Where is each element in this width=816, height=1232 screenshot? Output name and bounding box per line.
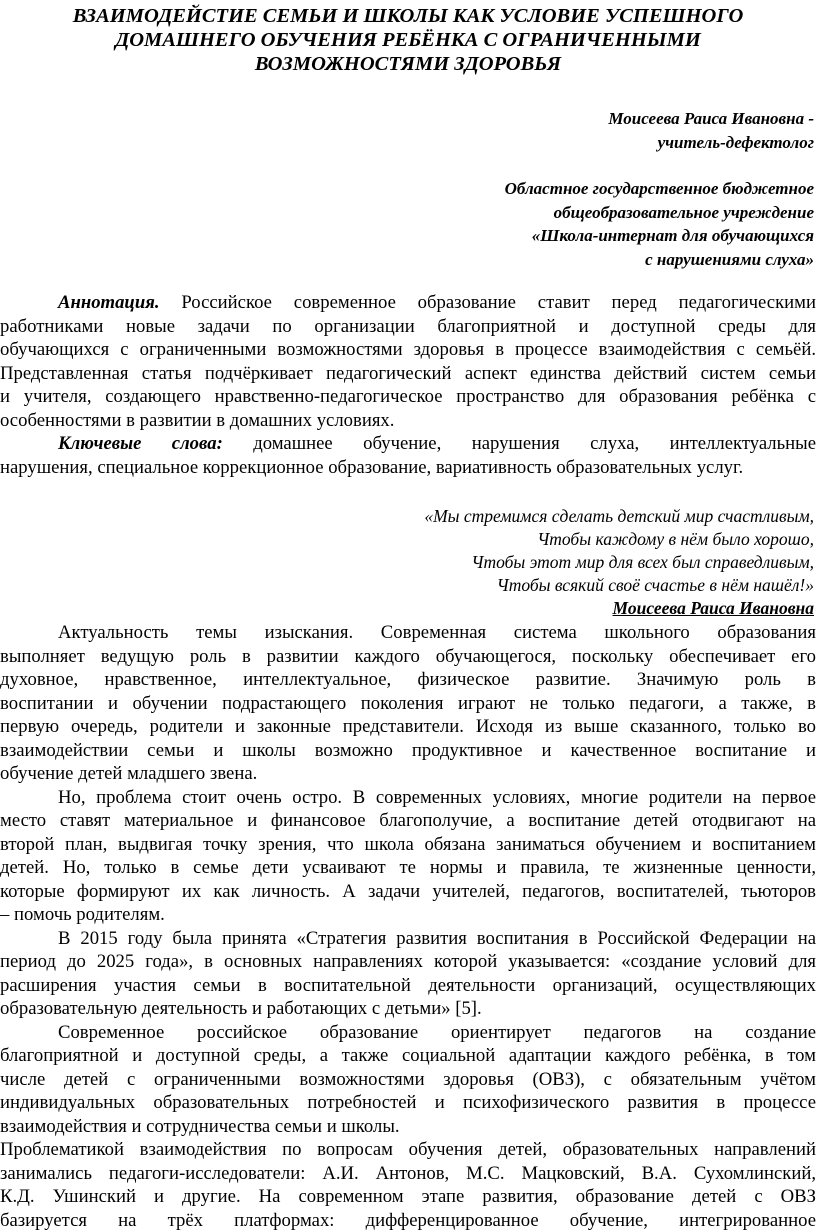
title-line: ВОЗМОЖНОСТЯМИ ЗДОРОВЬЯ xyxy=(0,52,816,76)
text-line: В 2015 году была принята «Стратегия развития воспитания в Российской Федерации на xyxy=(0,927,816,951)
epigraph-line: «Мы стремимся сделать детский мир счастливым, xyxy=(214,505,814,528)
text-line: выполняет ведущую роль в развитии каждого обучающегося, поскольку обеспечивает его xyxy=(0,645,816,669)
institution-line: Областное государственное бюджетное xyxy=(314,177,814,201)
text-line: работниками новые задачи по организации благоприятной и доступной среды для xyxy=(0,315,816,339)
epigraph-line: Чтобы всякий своё счастье в нём нашёл!» xyxy=(214,574,814,597)
text-line: Аннотация. Российское современное образование ставит перед педагогическими xyxy=(0,291,816,315)
text-line: воспитании и обучении подрастающего поколения играют не только педагоги, а также, в xyxy=(0,692,816,716)
text-line: взаимодействия и сотрудничества семьи и школы. xyxy=(0,1115,816,1139)
institution-line: с нарушениями слуха» xyxy=(314,248,814,272)
text-line: занимались педагоги-исследователи: А.И. Антонов, М.С. Мацковский, В.А. Сухомлинский, xyxy=(0,1162,816,1186)
text-line: Современное российское образование ориентирует педагогов на создание xyxy=(0,1021,816,1045)
text-line: обучающихся с ограниченными возможностями здоровья в процессе взаимодействия с семьёй. xyxy=(0,338,816,362)
text-line: базируется на трёх платформах: дифференцированное обучение, интегрированное xyxy=(0,1209,816,1232)
text-line: К.Д. Ушинский и другие. На современном этапе развития, образование детей с ОВЗ xyxy=(0,1185,816,1209)
epigraph-line: Чтобы каждому в нём было хорошо, xyxy=(214,528,814,551)
main-text xyxy=(0,621,816,1232)
text-line: Но, проблема стоит очень остро. В современных условиях, многие родители на первое xyxy=(0,786,816,810)
text-line: индивидуальных образовательных потребностей и психофизического развития в процессе xyxy=(0,1091,816,1115)
text-line: – помочь родителям. xyxy=(0,903,816,927)
text-line: Проблематикой взаимодействия по вопросам обучения детей, образовательных направлений xyxy=(0,1138,816,1162)
text-line: которые формируют их как личность. А задачи учителей, педагогов, воспитателей, тьюторов xyxy=(0,880,816,904)
text-line: Ключевые слова: домашнее обучение, нарушения слуха, интеллектуальные xyxy=(0,432,816,456)
text-line: и учителя, создающего нравственно-педагогическое пространство для образования ребёнка с xyxy=(0,385,816,409)
title-line: ВЗАИМОДЕЙСТИЕ СЕМЬИ И ШКОЛЫ КАК УСЛОВИЕ УСПЕШНОГО xyxy=(0,4,816,28)
text-line: Актуальность темы изыскания. Современная система школьного образования xyxy=(0,621,816,645)
epigraph xyxy=(214,505,814,620)
text-line: особенностями в развитии в домашних условиях. xyxy=(0,409,816,433)
text-line: образовательную деятельность и работающих с детьми» [5]. xyxy=(0,997,816,1021)
title-line: ДОМАШНЕГО ОБУЧЕНИЯ РЕБЁНКА С ОГРАНИЧЕННЫМИ xyxy=(0,28,816,52)
text-line: благоприятной и доступной среды, а также социальной адаптации каждого ребёнка, в том xyxy=(0,1044,816,1068)
text-line: второй план, выдвигая точку зрения, что школа обязана заниматься обучением и воспитанием xyxy=(0,833,816,857)
text-line: расширения участия семьи в воспитательной деятельности организаций, осуществляющих xyxy=(0,974,816,998)
epigraph-line: Чтобы этот мир для всех был справедливым, xyxy=(214,551,814,574)
epigraph-signature: Моисеева Раиса Ивановна xyxy=(214,597,814,620)
article-title xyxy=(0,4,816,76)
institution-line: общеобразовательное учреждение xyxy=(314,201,814,225)
author-block xyxy=(314,107,814,154)
keywords-label: Ключевые слова: xyxy=(58,433,223,454)
text-line: первую очередь, родители и законные представители. Исходя из выше сказанного, только во xyxy=(0,715,816,739)
text-line: взаимодействии семьи и школы возможно продуктивное и качественное воспитание и xyxy=(0,739,816,763)
author-position: учитель-дефектолог xyxy=(314,131,814,155)
institution-block xyxy=(314,177,814,271)
annotation-label: Аннотация. xyxy=(58,292,160,313)
text-line: детей. Но, только в семье дети усваивают те нормы и правила, те жизненные ценности, xyxy=(0,856,816,880)
text-line: место ставят материальное и финансовое благополучие, а воспитание детей отодвигают на xyxy=(0,809,816,833)
text-line: обучение детей младшего звена. xyxy=(0,762,816,786)
author-name: Моисеева Раиса Ивановна - xyxy=(314,107,814,131)
text-line: Представленная статья подчёркивает педагогический аспект единства действий систем семьи xyxy=(0,362,816,386)
text-line: нарушения, специальное коррекционное образование, вариативность образовательных услуг. xyxy=(0,456,816,480)
text-line: духовное, нравственное, интеллектуальное, физическое развитие. Значимую роль в xyxy=(0,668,816,692)
text-line: период до 2025 года», в основных направлениях которой указывается: «создание условий для xyxy=(0,950,816,974)
text-line: числе детей с ограниченными возможностями здоровья (ОВЗ), с обязательным учётом xyxy=(0,1068,816,1092)
institution-line: «Школа-интернат для обучающихся xyxy=(314,224,814,248)
annotation-paragraph xyxy=(0,291,816,479)
